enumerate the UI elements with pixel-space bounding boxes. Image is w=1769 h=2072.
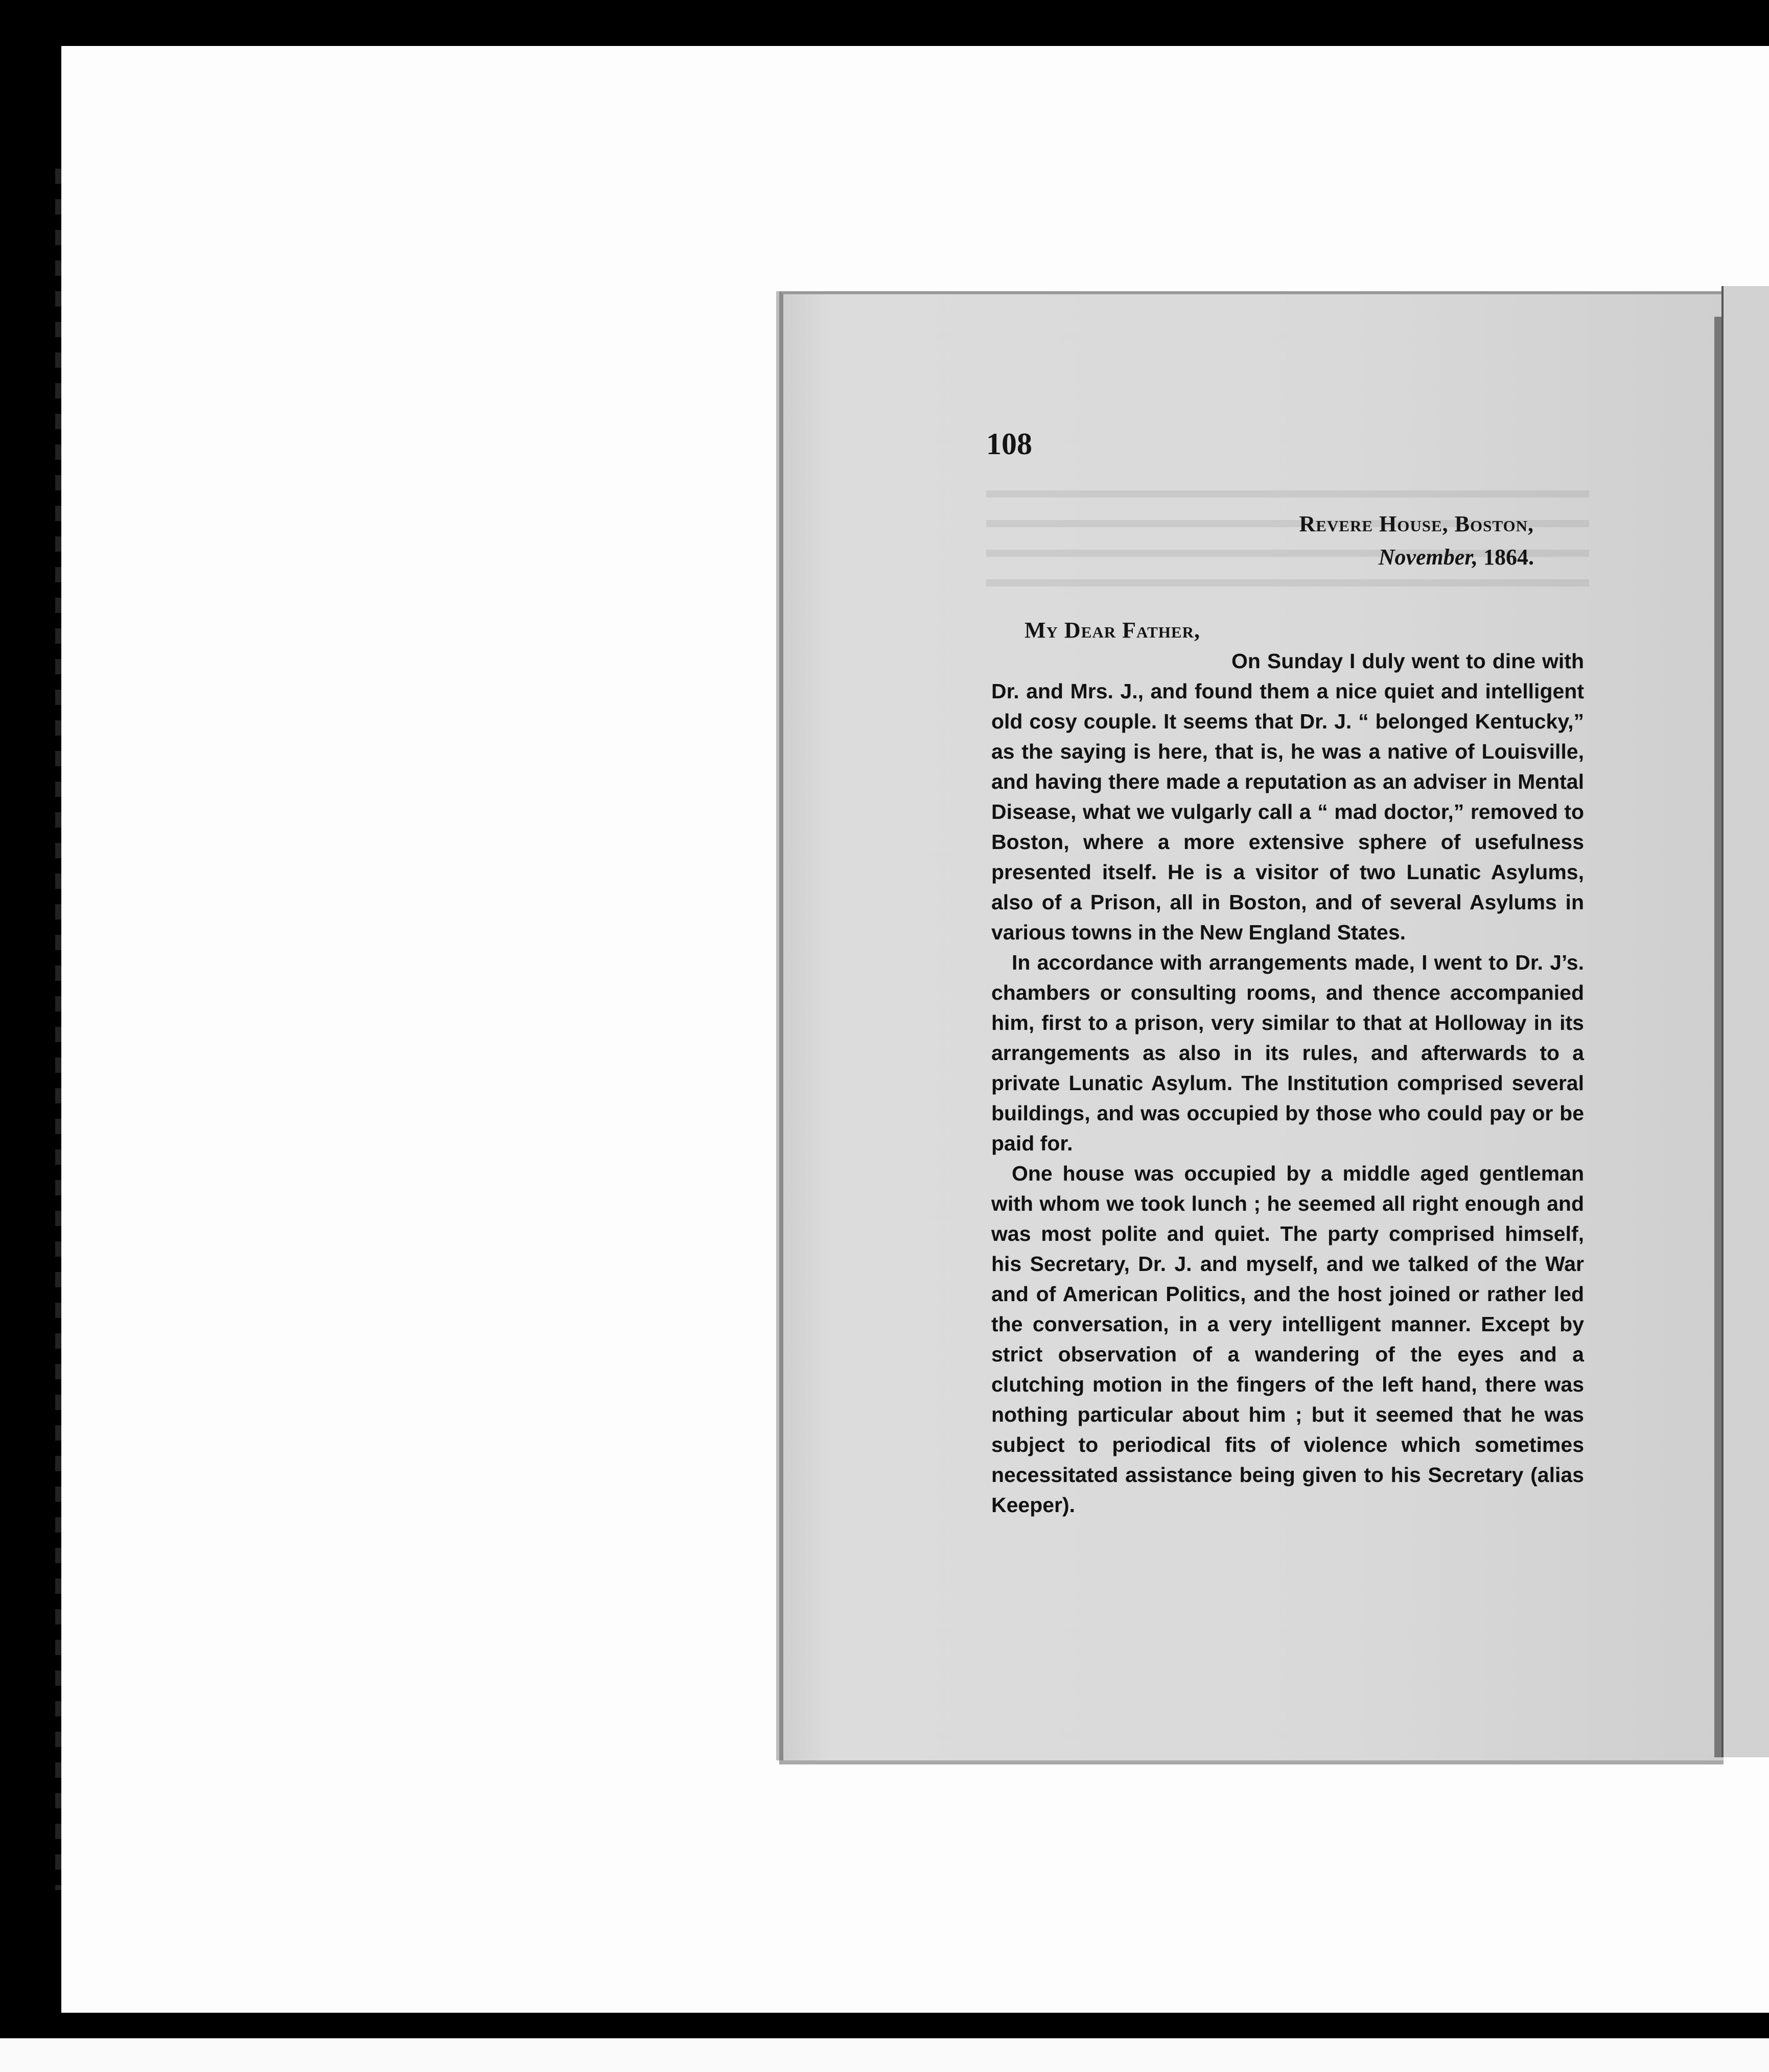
letter-date-year: 1864. (1483, 545, 1534, 570)
facing-page-edge (1721, 286, 1769, 1757)
book-gutter (1714, 317, 1721, 1757)
paragraph: On Sunday I duly went to dine with Dr. and Mrs. J., and found them a nice quiet and intelligent old cosy couple. It seems that Dr. J. “ belonged Kentucky,” as the saying is here, that is, he was a native of Louisville, and having there made a reputation as an adviser in Mental Disease, what we vulgarly call a “ mad doctor,” removed to Boston, where a more extensive sphere of usefulness presented itself. He is a visitor of two Lunatic Asylums, also of a Prison, all in Boston, and of several Asylums in various towns in the New England States. (991, 649, 1584, 944)
paragraph: One house was occupied by a middle aged gentleman with whom we took lunch ; he seemed all right enough and was most polite and quiet. The party comprised himself, his Secretary, Dr. J. and myself, and we talked of the War and of American Politics, and the host joined or rather led the conversation, in a very intelligent manner. Except by strict observation of a wandering of the eyes and a clutching motion in the fingers of the left hand, there was nothing particular about him ; but it seemed that he was subject to periodical fits of violence which sometimes necessitated assistance being given to his Secretary (alias Keeper). (991, 1162, 1584, 1517)
letter-salutation: My Dear Father, (1025, 618, 1200, 643)
show-through-text (986, 490, 1589, 593)
scan-edge (55, 153, 61, 1890)
scan-bottom-strip (0, 2038, 1769, 2072)
letter-body (991, 646, 1584, 1520)
letter-date-month: November, (1378, 545, 1478, 570)
letter-date (1379, 544, 1534, 570)
page-number: 108 (986, 427, 1032, 461)
letter-place: Revere House, Boston, (1299, 511, 1534, 536)
paragraph: In accordance with arrangements made, I went to Dr. J’s. chambers or consulting rooms, and thence accompanied him, first to a prison, very similar to that at Holloway in its arrangements as also in its rules, and afterwards to a private Lunatic Asylum. The Institution comprised several buildings, and was occupied by those who could pay or be paid for. (991, 951, 1584, 1155)
